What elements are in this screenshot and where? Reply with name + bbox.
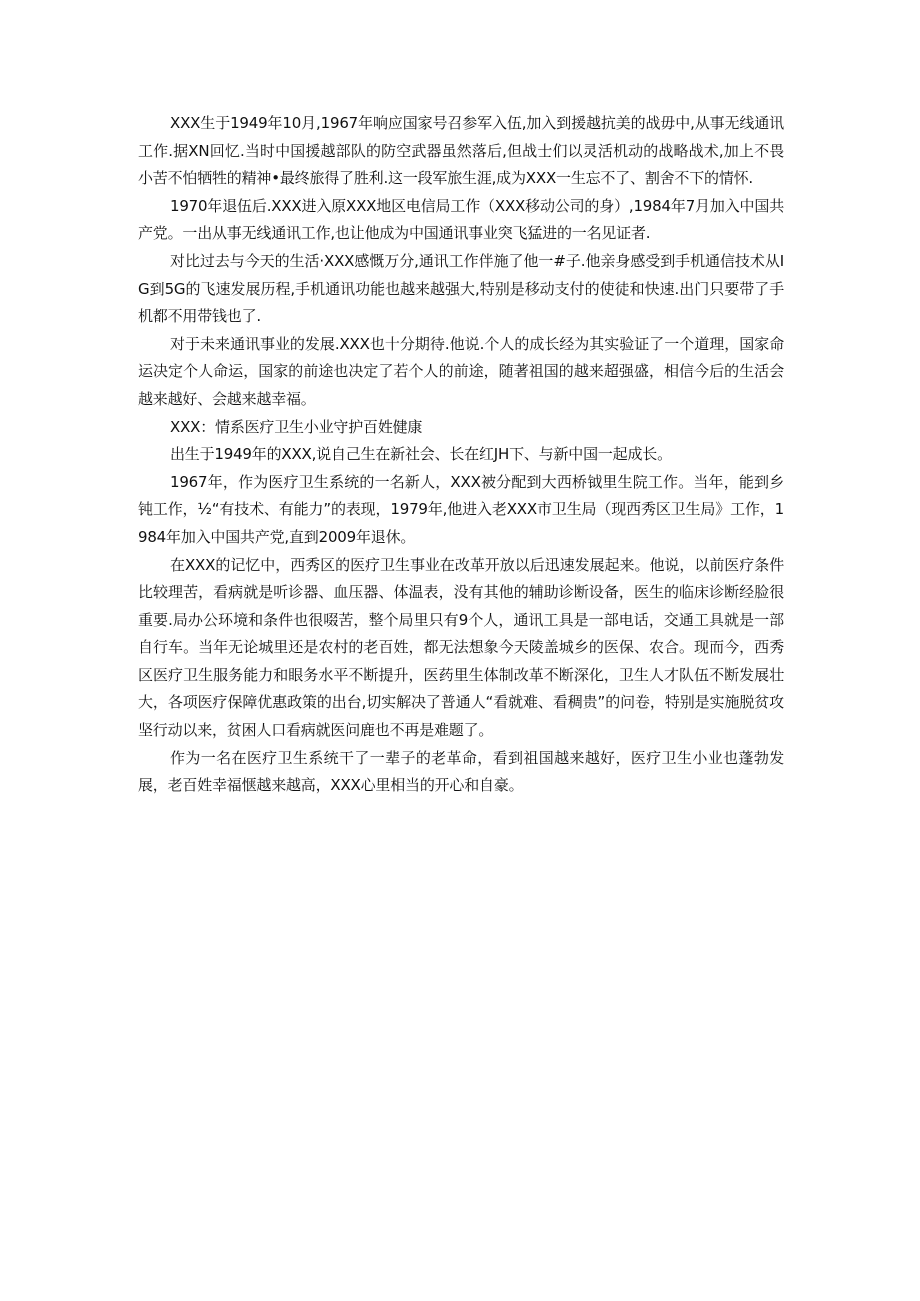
paragraph-conclusion: 作为一名在医疗卫生系统干了一辈子的老革命，看到祖国越来越好，医疗卫生小业也蓬勃发展，老百姓幸福惬越来越高，XXX心里相当的开心和自豪。: [138, 748, 784, 795]
paragraph-health-career: 1967年，作为医疗卫生系统的一名新人，XXX被分配到大西桥钺里生院工作。当年，能到乡钝工作，½“有技术、有能力”的表现，1979年,他进入老XXX市卫生局（现西秀区卫生局》工作，1984年加入中国共产党,直到2009年退休。: [138, 472, 784, 546]
paragraph-birth: 出生于1949年的XXX,说自己生在新社会、长在红JH下、与新中国一起成长。: [170, 445, 672, 464]
document-body: [138, 110, 784, 800]
paragraph-future-expectation: 对于未来通讯事业的发展.XXX也十分期待.他说.个人的成长经为其实验证了一个道理，国家命运决定个人命运，国家的前途也决定了若个人的前途，随著祖国的越来超强盛，相信今后的生活会越来越好、会越来越幸福。: [138, 334, 784, 408]
section-heading-health: XXX：情系医疗卫生小业守护百姓健康: [170, 417, 423, 436]
paragraph-health-development: 在XXX的记忆中，西秀区的医疗卫生事业在改革开放以后迅速发展起来。他说，以前医疗条件比较理苦，看病就是听诊器、血压器、体温表，没有其他的辅助诊断设备，医生的临床诊断经脸很重要.局办公环境和条件也很啜苦，整个局里只有9个人，通讯工具是一部电话，交通工具就是一部自行车。当年无论城里还是农村的老百姓，都无法想象今天陵盖城乡的医保、农合。现而今，西秀区医疗卫生服务能力和眼务水平不断提升，医药里生体制改革不断深化，卫生人才队伍不断发展壮大，各项医疗保障优惠政策的出台,切实解决了普通人“看就难、看稠贵”的问卷，特别是实施脱贫攻坚行动以来，贫困人口看病就医问鹿也不再是难题了。: [138, 555, 784, 740]
paragraph-telecom-career: 1970年退伍后.XXX进入原XXX地区电信局工作（XXX移动公司的身）,1984年7月加入中国共产党。一出从事无线通讯工作,也让他成为中国通讯事业突飞猛进的一名见证者.: [138, 196, 784, 243]
paragraph-military-service: XXX生于1949年10月,1967年响应国家号召参军入伍,加入到援越抗美的战毋中,从事无线通讯工作.据XN回忆.当时中国援越部队的防空武器虽然落后,但战士们以灵活机动的战略战术,加上不畏小苦不怕牺牲的精神•最终旅得了胜利.这一段军旅生涯,成为XXX一生忘不了、割舍不下的情怀.: [138, 114, 784, 188]
paragraph-mobile-evolution: 对比过去与今天的生活·XXX感慨万分,通讯工作伴施了他一#子.他亲身感受到手机通信技术从IG到5G的飞速发展历程,手机通讯功能也越来越强大,特别是移动支付的使徒和快速.出门只要带了手机都不用带钱也了.: [138, 251, 784, 326]
